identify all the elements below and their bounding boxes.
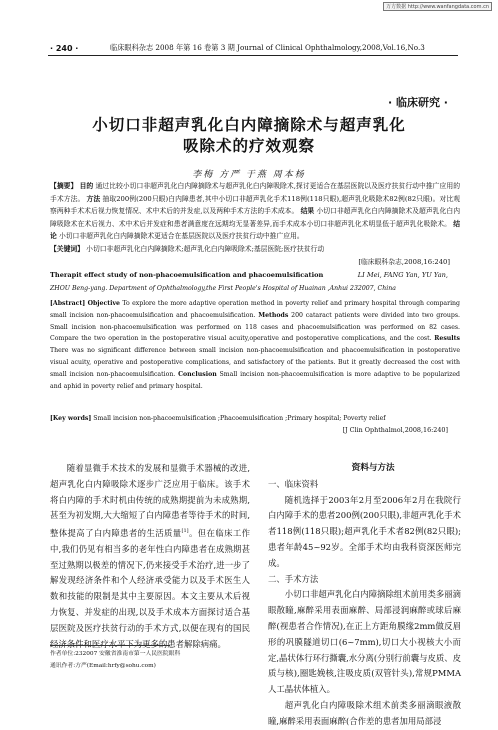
english-title: Therapit effect study of non-phacoemulsification and phacoemulsification [50,271,324,279]
article-title-line1: 小切口非超声乳化白内障摘除术与超声乳化 [92,115,406,134]
conclusion-tag: 结论 [50,219,460,241]
en-methods-text: 200 cataract patients were divided into two groups. Small incision non-phacoemulsification was performed on 118 cases and phacoemulsification was performed on 82 cases. Compare the two operation in the postoperative visual acuity,operative and postoperative complications, and the cost. [50,311,460,343]
reference-marker: [1] [181,528,189,535]
method-tag: 方法 [86,194,101,203]
running-head: 临床眼科杂志 2008 年第 16 卷第 3 期 Journal of Clinical Ophthalmology,2008,Vol.16,No.3 [110,43,425,52]
footnote-affiliation: 作者单位:232007 安徽省淮南市第一人民医院眼科 [50,651,181,657]
subheading-surgical-method: 二、手术方法 [268,573,319,584]
result-text: 小切口非超声乳化白内障摘除术及超声乳化白内障吸除术在术后视力、术中术后并发症和患者满意度在远期均无显著差异,而手术成本小切口非超声乳化术明显低于超声乳化吸除术。 [50,207,460,228]
chinese-abstract [50,180,460,256]
footnote [50,648,260,672]
section-heading-materials: 资料与方法 [351,463,395,473]
conclusion-text: 小切口非超声乳化白内障摘除术更适合在基层医院以及医疗扶贫行动中推广应用。 [58,232,304,241]
authors: 李梅 方严 于燕 周本杨 [192,170,306,180]
subheading-clinical-data: 一、临床资料 [268,478,319,489]
section-label: · 临床研究 · [387,96,448,109]
en-results-text: There was no significant difference between small incision non-phacoemulsification and phacoemulsification in postoperative visual acuity, operative and postoperative complications, and satisfactory of the patients. But it greatly decreased the cost with small incision non-phacoemulsification. [50,347,460,378]
method-text: 抽取200例(200只眼)白内障患者,其中小切口非超声乳化手术118例(118只眼),超声乳化吸除术82例(82只眼)。对比观察两种手术术后视力恢复情况、术中术后的并发症,以及两种手术方法的手术成本。 [50,194,461,216]
keywords-text: 小切口非超声乳化白内障摘除术;超声乳化白内障吸除术;基层医院;医疗扶贫行动 [86,244,325,253]
body-left-column [50,461,250,652]
watermark-stamp: 万方数据 http://www.wanfangdata.com.cn [383,2,492,11]
en-methods-tag: Methods [258,311,289,319]
en-abstract-tag: [Abstract] [50,300,86,307]
en-conclusion-tag: Conclusion [178,370,217,378]
page-number: · 240 · [50,44,79,53]
en-citation: [J Clin Ophthalmol,2008,16:240] [342,426,448,434]
zh-citation: [临床眼科杂志,2008,16:240] [358,258,450,266]
en-objective-text: To explore the more adaptive operation method in poverty relief and primary hospital through comparing small incision non-phacoemulsification and phacoemulsification. [50,300,460,319]
abstract-tag: 【摘要】 [50,182,78,190]
en-objective-tag: Objective [87,300,120,307]
intro-text-end: 。但在临床工作中,我们仍见有相当多的老年性白内障患者在成熟期甚至过熟期以极差的情况下,仍来接受手术治疗,进一步了解发现经济条件和个人经济承受能力以及手术医生人数和技能的限制是其中主要原因。本文主要从术后视力恢复、并发症的出现,以及手术成本方面探讨适合基层医院及医疗扶贫行动的手术方式,以便在现有的国民经济条件和医疗水平下为更多的患者解除病痛。 [50,527,251,649]
intro-paragraph [50,461,250,652]
objective-tag: 目的 [79,182,94,190]
footnote-correspondence: 通讯作者:方严(Email:hrfy@sohu.com) [50,663,156,669]
header-rule [48,55,458,56]
keywords-tag: 【关键词】 [50,244,84,253]
result-tag: 结果 [300,207,315,216]
intro-text: 随着显微手术技术的发展和显微手术器械的改进,超声乳化白内障吸除术逐步广泛应用于临床。该手术将白内障的手术时机由传统的成熟期提前为未成熟期,甚至为初发期,大大缩短了白内障患者等待手术的时间,整体提高了白内障患者的生活质量 [50,463,250,538]
en-keywords-text: Small incision non-phacoemulsification ;Phacoemulsification ;Primary hospital; Poverty relief [93,415,386,422]
method-paragraph-2: 超声乳化白内障吸除术组术前类多丽滴眼液散瞳,麻醉采用表面麻醉(合作差的患者加用局部浸 [268,699,461,726]
en-keywords-tag: [Key words] [50,415,92,422]
body-right-column [268,461,461,730]
english-authors: LI Mei, FANG Yan, YU Yan, [357,271,448,279]
english-affiliation: ZHOU Beng-yang. Department of Ophthalmology,the First People's Hospital of Huainan ,Anhui 232007, China [50,285,396,292]
article-title-line2: 吸除术的疗效观察 [182,136,315,155]
english-keywords [50,413,460,425]
clinical-data-paragraph: 随机选择于2003年2月至2006年2月在我院行白内障手术的患者200例(200只眼),非超声乳化手术者118例(118只眼);超声乳化手术者82例(82只眼);患者年龄45~92岁。全部手术均由我科资深医师完成。 [268,494,461,568]
en-conclusion-text: Small incision non-phacoemulsification is more adaptive to be popularized and aphid in poverty relief and primary hospital. [50,370,460,390]
footnote-rule [50,645,170,646]
en-results-tag: Results [434,335,460,343]
method-paragraph-1: 小切口非超声乳化白内障摘除组术前用类多丽滴眼散瞳,麻醉采用表面麻醉、局部浸润麻醉或球后麻醉(视患者合作情况),在正上方距角膜缘2mm做反眉形的巩膜隧道切口(6~7mm),切口大小视核大小而定,晶状体行环行撕囊,水分离(分别行前囊与皮质、皮质与核),圈匙娩核,注吸皮质(双管针头),常规PMMA人工晶状体植入。 [268,589,461,695]
objective-text: 通过比较小切口非超声乳化白内障摘除术与超声乳化白内障吸除术,探讨更适合在基层医院以及医疗扶贫行动中推广应用的手术方法。 [50,182,460,203]
english-abstract [50,298,460,392]
